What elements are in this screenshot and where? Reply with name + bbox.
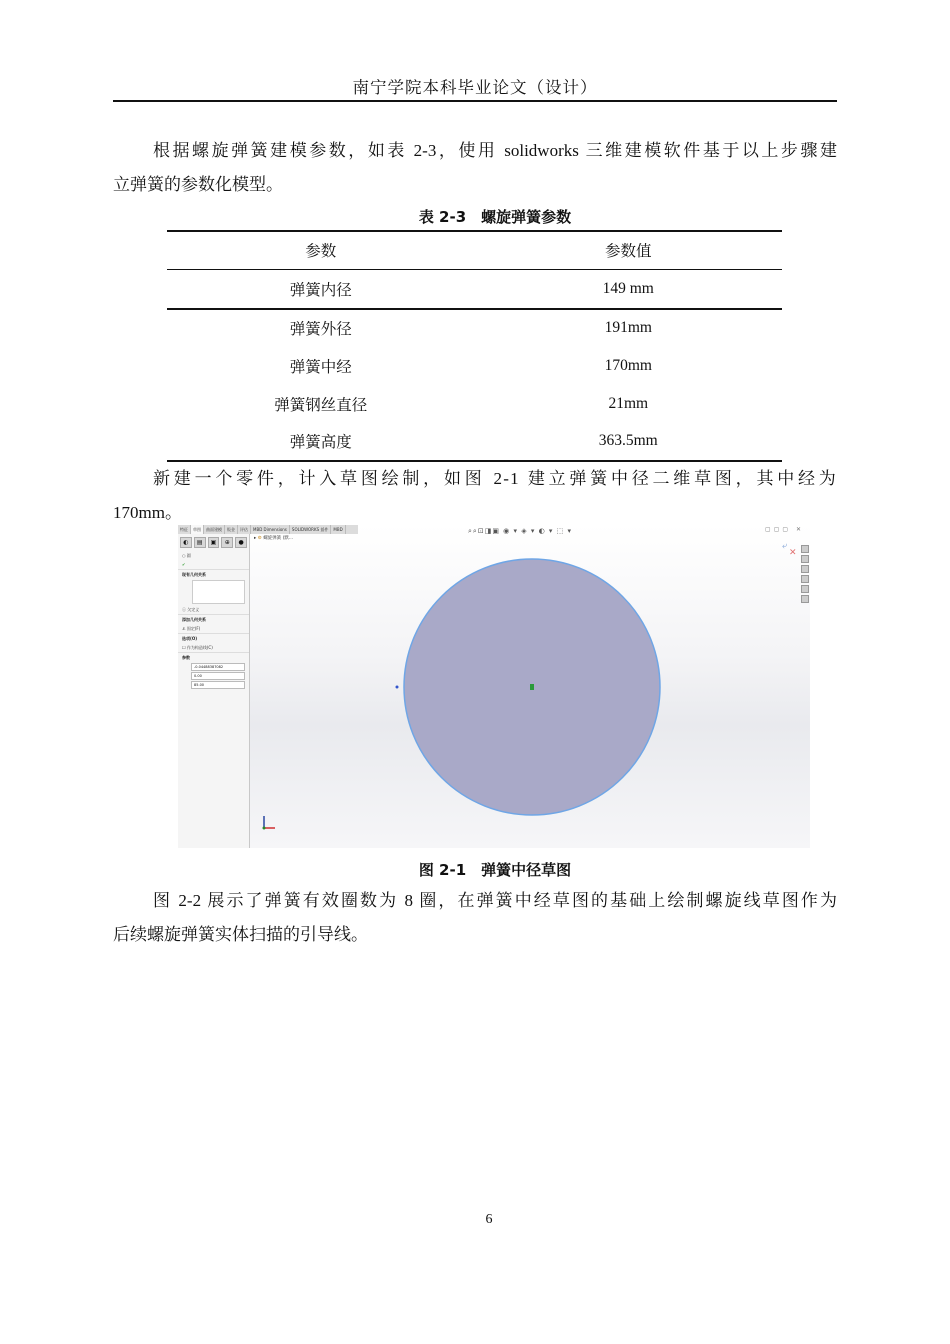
cad-tab[interactable]: 评估 <box>238 525 251 534</box>
paragraph-sketch <box>113 462 837 530</box>
table-row <box>167 309 782 347</box>
window-controls[interactable]: ▢▢▢ ✕ <box>765 526 804 533</box>
axis-triad-icon <box>263 816 276 830</box>
header-divider <box>113 100 837 102</box>
table-header-row <box>167 231 782 269</box>
table-cell: 191mm <box>604 319 652 336</box>
table-cell: 弹簧高度 <box>167 423 475 461</box>
paragraph-intro <box>113 134 837 202</box>
existing-relations-section: 现有几何关系 <box>178 569 249 579</box>
center-x-field[interactable]: -0.04488387082 <box>191 663 245 671</box>
paragraph-line: 170mm。 <box>113 503 182 522</box>
define-status: ⓘ 欠定义 <box>182 607 200 612</box>
paragraph-line: 根据螺旋弹簧建模参数，如表 2-3，使用 solidworks 三维建模软件基于以上步骤建 <box>153 141 837 160</box>
construction-checkbox[interactable]: ☐ 作为构造线(C) <box>182 645 213 650</box>
cad-tab[interactable]: 曲面建模 <box>204 525 225 534</box>
table-cell: 弹簧外径 <box>289 321 352 338</box>
cad-tab[interactable]: 钣金 <box>225 525 238 534</box>
table-cell: 弹簧中经 <box>289 358 352 376</box>
feature-tree-tab-icon[interactable]: ◐ <box>180 537 192 548</box>
table-cell: 149 mm <box>475 269 783 309</box>
confirmation-corner-icon[interactable] <box>782 541 797 558</box>
dimxpert-tab-icon[interactable]: ⊕ <box>221 537 233 548</box>
ok-check-icon[interactable]: ✔ <box>182 562 186 567</box>
table-cell: 弹簧内径 <box>167 269 475 309</box>
cad-tab[interactable]: 特征 <box>178 525 191 534</box>
svg-text:⤶: ⤶ <box>782 541 788 551</box>
cad-tab[interactable]: MBD Dimensions <box>251 525 290 534</box>
part-icon: ⚙ <box>257 536 262 541</box>
figure-caption: 图 2-1 弹簧中径草图 <box>418 861 572 879</box>
view-toolbar[interactable]: ⌕⌕⊡◨▣ ◉ ▾ ◈ ▾ ◐ ▾ ⬚ ▾ <box>468 527 573 535</box>
table-cell: 弹簧钢丝直径 <box>274 396 368 414</box>
display-tab-icon[interactable]: ● <box>235 537 247 548</box>
fix-relation-button[interactable]: ⚓ 固定(F) <box>182 626 201 631</box>
center-y-field[interactable]: 0.00 <box>191 672 245 680</box>
config-tab-icon[interactable]: ▣ <box>208 537 220 548</box>
svg-text:✕: ✕ <box>789 548 797 558</box>
sketch-origin-point <box>396 686 399 689</box>
options-section: 选项(O) <box>178 633 249 643</box>
table-row <box>167 385 782 423</box>
page-header: 南宁学院本科毕业论文（设计） <box>352 78 598 97</box>
table-cell: 21mm <box>608 394 649 412</box>
property-tab-icon[interactable]: ▤ <box>194 537 206 548</box>
spring-parameters-table <box>167 230 782 462</box>
paragraph-line: 新建一个零件，计入草图绘制，如图 2-1 建立弹簧中径二维草图，其中经为 <box>153 469 837 488</box>
paragraph-line: 立弹簧的参数化模型。 <box>113 175 283 194</box>
sketch-canvas[interactable] <box>178 525 810 848</box>
cad-screenshot <box>178 525 810 848</box>
cad-tab[interactable]: MBD <box>331 525 345 534</box>
parameters-section: 参数 <box>178 652 249 662</box>
paragraph-line: 后续螺旋弹簧实体扫描的引导线。 <box>113 925 368 944</box>
column-header: 参数值 <box>475 231 783 269</box>
add-relations-section: 添加几何关系 <box>178 614 249 624</box>
table-cell: 363.5mm <box>475 423 783 461</box>
radius-field[interactable]: 85.00 <box>191 681 245 689</box>
page-number: 6 <box>485 1212 493 1227</box>
column-header: 参数 <box>167 231 475 269</box>
table-row <box>167 423 782 461</box>
feature-tree-item[interactable]: ▸ ⚙ 螺旋弹簧 (默... <box>254 536 294 541</box>
table-cell: 170mm <box>604 356 652 374</box>
paragraph-helix <box>113 884 837 952</box>
cad-tab[interactable]: SOLIDWORKS 插件 <box>290 525 332 534</box>
circle-entity-label: ○ 圆 <box>182 553 191 558</box>
paragraph-line: 图 2-2 展示了弹簧有效圈数为 8 圈，在弹簧中经草图的基础上绘制螺旋线草图作为 <box>153 891 837 910</box>
table-row <box>167 269 782 309</box>
center-point-marker <box>530 684 534 690</box>
cad-tab[interactable]: 草图 <box>191 525 204 534</box>
table-caption: 表 2-3 螺旋弹簧参数 <box>418 208 572 226</box>
table-row <box>167 347 782 385</box>
